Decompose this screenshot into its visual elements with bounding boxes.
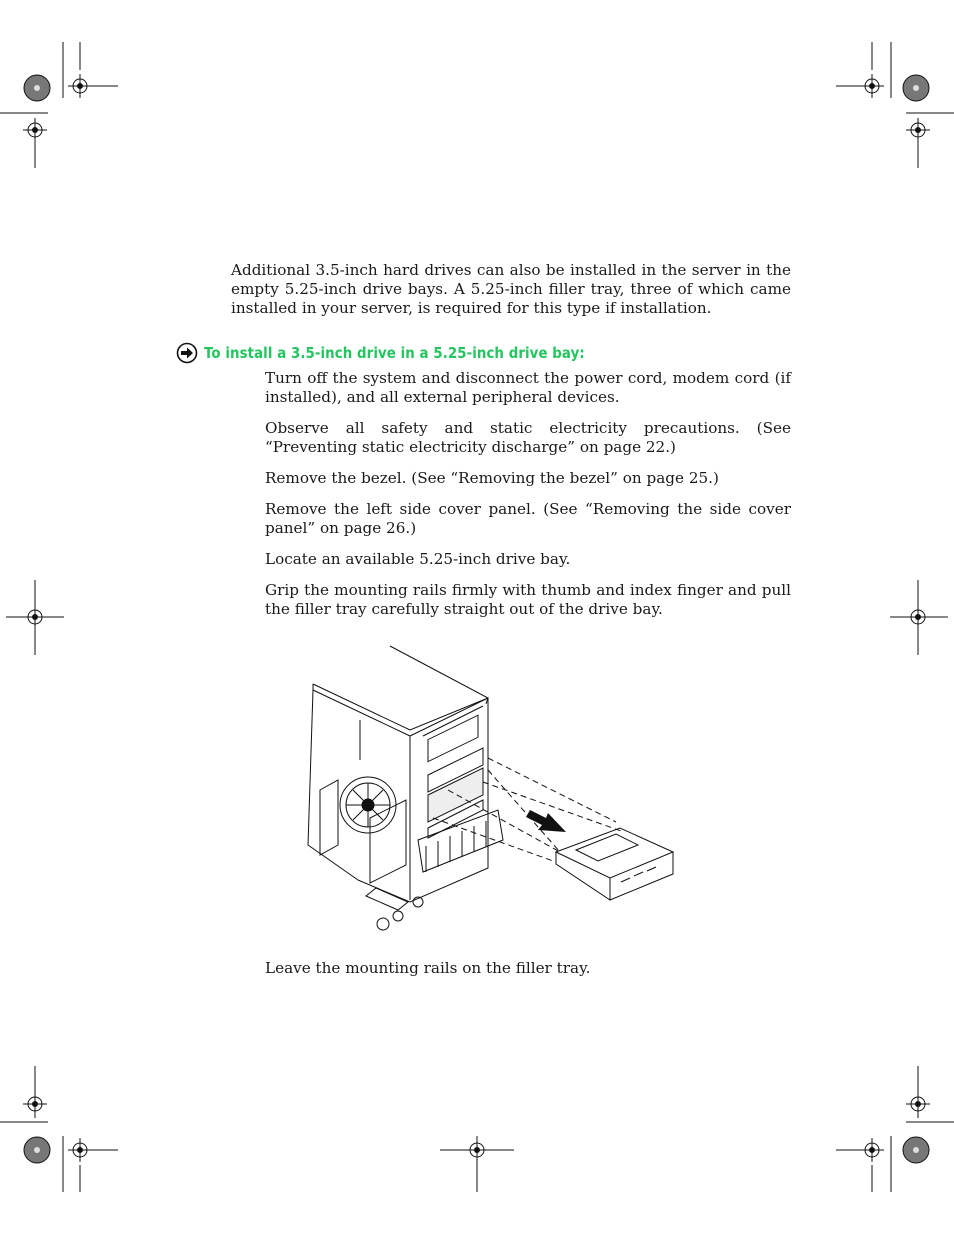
step-6: Grip the mounting rails firmly with thumb and index finger and pull the filler tray carefully straight out of the drive bay. [265, 581, 791, 618]
procedure-steps [265, 369, 791, 631]
procedure-heading-text: To install a 3.5-inch drive in a 5.25-inch drive bay: [204, 344, 585, 362]
procedure-heading [176, 342, 816, 364]
filler-tray-removal-illustration [298, 640, 678, 940]
step-4: Remove the left side cover panel. (See “Removing the side cover panel” on page 26.) [265, 500, 791, 537]
post-figure-step: Leave the mounting rails on the filler tray. [265, 959, 591, 977]
step-2: Observe all safety and static electricity precautions. (See “Preventing static electricity discharge” on page 22.) [265, 419, 791, 456]
step-5: Locate an available 5.25-inch drive bay. [265, 550, 571, 568]
step-3: Remove the bezel. (See “Removing the bezel” on page 25.) [265, 469, 719, 487]
step-1: Turn off the system and disconnect the power cord, modem cord (if installed), and all external peripheral devices. [265, 369, 791, 406]
arrow-right-circle-icon [176, 342, 198, 364]
intro-paragraph: Additional 3.5-inch hard drives can also be installed in the server in the empty 5.25-inch drive bays. A 5.25-inch filler tray, three of which came installed in your server, is required for this type if installation. [231, 261, 791, 317]
